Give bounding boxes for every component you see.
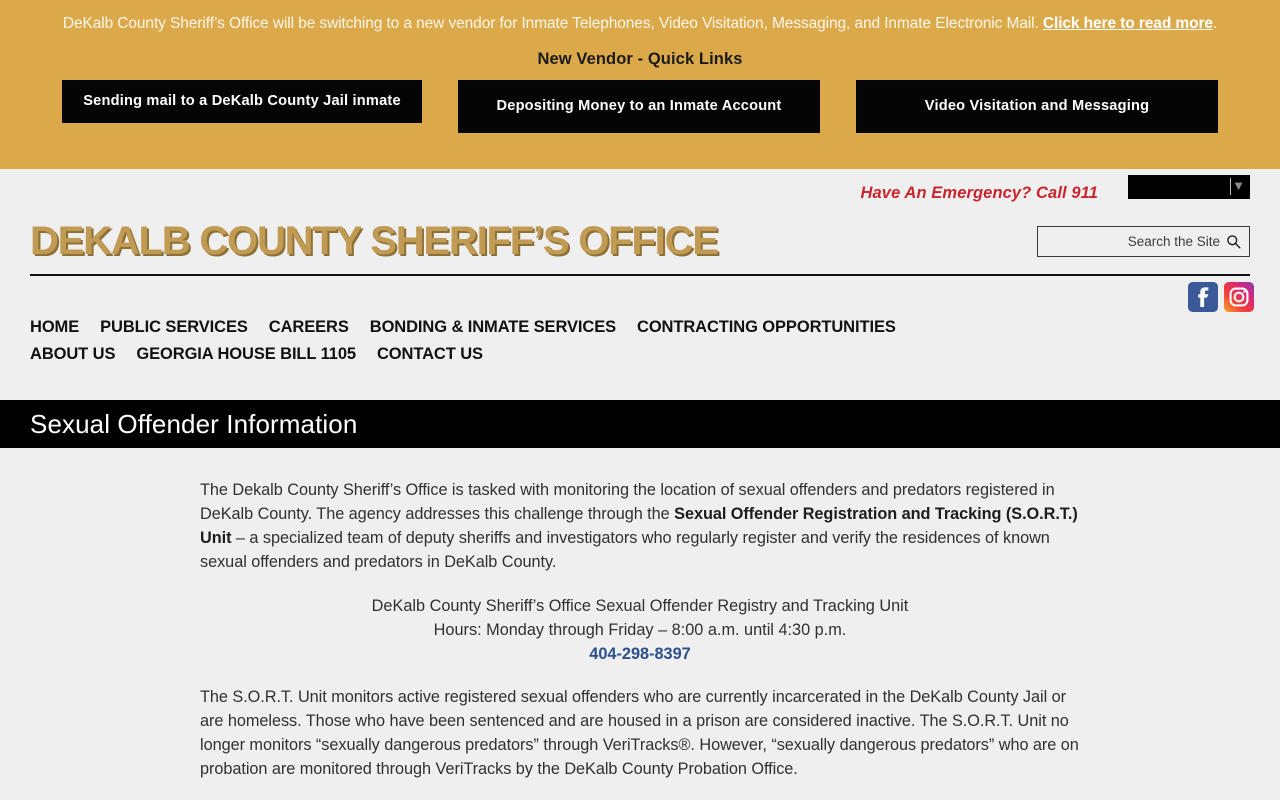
- facebook-icon[interactable]: [1188, 282, 1218, 312]
- quick-link-video-visitation-button[interactable]: Video Visitation and Messaging: [856, 80, 1218, 133]
- nav-link-contracting-opportunities[interactable]: CONTRACTING OPPORTUNITIES: [637, 318, 896, 336]
- page-title: Sexual Offender Information: [30, 408, 358, 439]
- emergency-row: [0, 169, 1280, 203]
- emergency-notice: Have An Emergency? Call 911: [860, 184, 1098, 202]
- contact-phone-link[interactable]: 404-298-8397: [589, 645, 691, 663]
- main-content: [0, 448, 1280, 781]
- nav-item-home[interactable]: [30, 318, 79, 337]
- main-navigation: [0, 312, 1000, 364]
- chevron-down-icon: ▼: [1232, 178, 1245, 193]
- nav-item-about-us[interactable]: [30, 345, 115, 364]
- quick-links-title: New Vendor - Quick Links: [537, 50, 743, 68]
- site-logo[interactable]: DEKALB COUNTY SHERIFF’S OFFICE: [30, 219, 718, 263]
- alert-banner-message: [0, 10, 1280, 36]
- quick-link-sending-mail-button[interactable]: Sending mail to a DeKalb County Jail inmate: [62, 80, 422, 123]
- nav-link-about-us[interactable]: ABOUT US: [30, 345, 116, 363]
- nav-item-contact-us[interactable]: [377, 345, 483, 364]
- nav-link-home[interactable]: HOME: [30, 318, 80, 336]
- sort-monitoring-paragraph: The S.O.R.T. Unit monitors active registered sexual offenders who are currently incarcerated in the DeKalb County Jail or are homeless. Those who have been sentenced and are housed in a prison are considered inactive. The S.O.R.T. Unit no longer monitors “sexually dangerous predators” through VeriTracks®. However, “sexually dangerous predators” who are on probation are monitored through VeriTracks by the DeKalb County Probation Office.: [200, 688, 1079, 778]
- dropdown-separator: [1230, 178, 1231, 195]
- contact-hours: Hours: Monday through Friday – 8:00 a.m. until 4:30 p.m.: [433, 621, 847, 639]
- nav-item-georgia-house-bill-1105[interactable]: [136, 345, 356, 364]
- search-box[interactable]: [1037, 226, 1250, 257]
- alert-read-more-link[interactable]: Click here to read more: [1042, 15, 1213, 32]
- site-header: [0, 169, 1280, 400]
- alert-message-before: DeKalb County Sheriff’s Office will be switching to a new vendor for Inmate Telephones, Video Visitation, Messaging, and Inmate Electronic Mail.: [62, 15, 1043, 32]
- nav-link-bonding-inmate-services[interactable]: BONDING & INMATE SERVICES: [369, 318, 616, 336]
- nav-link-georgia-house-bill-1105[interactable]: GEORGIA HOUSE BILL 1105: [136, 345, 356, 363]
- quick-link-depositing-money-button[interactable]: Depositing Money to an Inmate Account: [458, 80, 820, 133]
- nav-item-contracting-opportunities[interactable]: [637, 318, 896, 337]
- nav-link-public-services[interactable]: PUBLIC SERVICES: [100, 318, 248, 336]
- nav-item-public-services[interactable]: [100, 318, 248, 337]
- alert-message-after: .: [1212, 15, 1218, 32]
- page-title-bar: [0, 400, 1280, 448]
- search-input[interactable]: [1070, 234, 1220, 249]
- social-links: [0, 276, 1280, 312]
- intro-paragraph-part1: The Dekalb County Sheriff’s Office is tasked with monitoring the location of sexual offenders and predators registered in DeKalb County. The agency addresses this challenge through the: [200, 481, 1055, 523]
- nav-item-bonding-inmate-services[interactable]: [370, 318, 616, 337]
- alert-banner: [0, 0, 1280, 169]
- nav-item-careers[interactable]: [269, 318, 349, 337]
- nav-link-careers[interactable]: CAREERS: [268, 318, 349, 336]
- intro-paragraph-part2: – a specialized team of deputy sheriffs and investigators who regularly register and verify the residences of known sexual offenders and predators in DeKalb County.: [200, 529, 1050, 571]
- sort-unit-name: Sexual Offender Registration and Tracking (S.O.R.T.) Unit: [200, 505, 1078, 547]
- contact-unit-name: DeKalb County Sheriff’s Office Sexual Offender Registry and Tracking Unit: [371, 597, 909, 615]
- quick-links-row: [0, 80, 1280, 133]
- nav-list: [30, 318, 970, 364]
- brand-row: [0, 217, 1280, 265]
- nav-link-contact-us[interactable]: CONTACT US: [376, 345, 483, 363]
- search-icon[interactable]: [1226, 234, 1241, 249]
- language-translate-dropdown[interactable]: [1128, 175, 1250, 199]
- intro-paragraph: [200, 478, 1080, 574]
- contact-block: [200, 594, 1080, 666]
- content-inner: [200, 478, 1080, 781]
- instagram-icon[interactable]: [1224, 282, 1254, 312]
